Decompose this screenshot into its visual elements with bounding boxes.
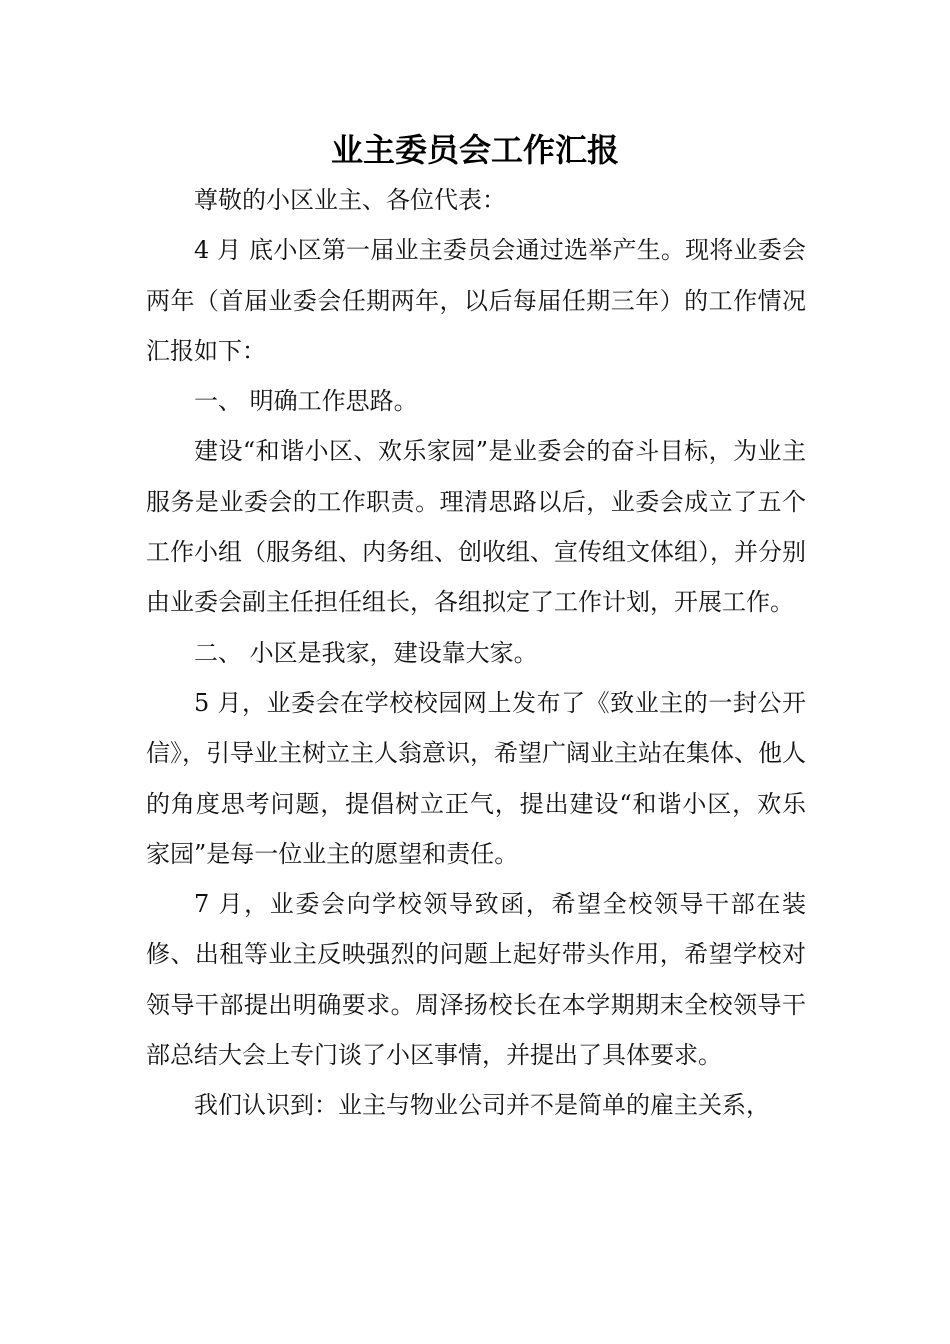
section-heading-1: 一、 明确工作思路。: [194, 387, 418, 416]
document-title: 业主委员会工作汇报: [330, 131, 619, 169]
paragraph-july: 7 月，业委会向学校领导致函，希望全校领导干部在装修、出租等业主反映强烈的问题上起好带头作用，希望学校对领导干部提出明确要求。周泽扬校长在本学期期末全校领导干部总结大会上专门谈了小区事情，并提出了具体要求。: [146, 890, 806, 1070]
section-heading-2: 二、 小区是我家，建设靠大家。: [194, 638, 538, 667]
document-body: [146, 175, 806, 1131]
paragraph-may: 5 月，业委会在学校校园网上发布了《致业主的一封公开信》，引导业主树立主人翁意识，希望广阔业主站在集体、他人的角度思考问题，提倡树立正气，提出建设“和谐小区，欢乐家园”是每一位业主的愿望和责任。: [146, 688, 806, 868]
paragraph-section-1: 建设“和谐小区、欢乐家园”是业委会的奋斗目标，为业主服务是业委会的工作职责。理清思路以后，业委会成立了五个工作小组（服务组、内务组、创收组、宣传组文体组），并分别由业委会副主任担任组长，各组拟定了工作计划，开展工作。: [146, 437, 806, 617]
paragraph-salutation: 尊敬的小区业主、各位代表：: [194, 186, 506, 214]
paragraph-recognition: 我们认识到：业主与物业公司并不是简单的雇主关系，: [194, 1091, 770, 1120]
paragraph-intro: 4 月 底小区第一届业主委员会通过选举产生。现将业委会两年（首届业委会任期两年，以后每届任期三年）的工作情况汇报如下：: [146, 236, 806, 365]
